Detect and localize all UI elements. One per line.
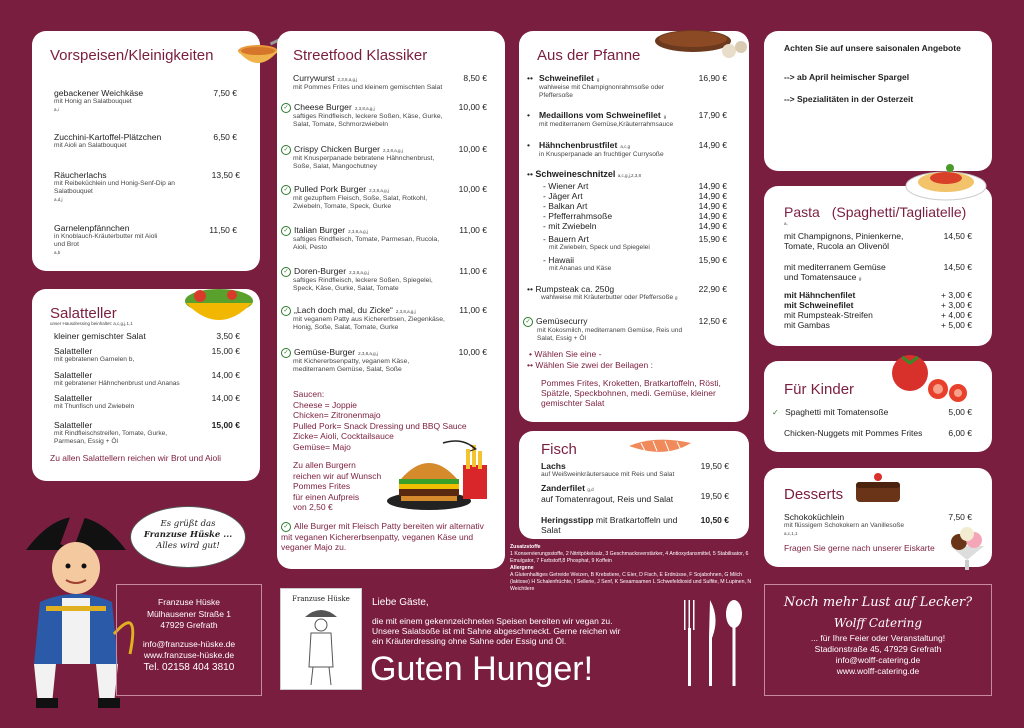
item-desc: mit Zwiebeln, Speck und Spiegelei (549, 244, 650, 251)
address-line: Mülhausener Straße 1 (146, 608, 232, 619)
item-price: 11,00 € (459, 305, 487, 315)
item-price: 10,00 € (458, 184, 487, 194)
item-price: 14,00 € (211, 370, 240, 380)
allergen-text: A Glutenhaltiges Getreide Weizen, B Krebstiere, C Eier, D Fisch, E Erdnüsse, F Sojabohnen, G Milch (laktose) H Schalenfrüchte, I Sellerie, J Senf, K Sesamsamen L Schwefeldioxid und Sulfite, M Lupinen, N Weichtiere (510, 572, 752, 592)
desserts-title: Desserts (784, 486, 844, 503)
list-item (281, 225, 451, 252)
pasta-extra-name: mit Rumpsteak-Streifen (784, 310, 873, 320)
item-name: - Jäger Art (543, 191, 583, 201)
eiskarte-note: Fragen Sie gerne nach unserer Eiskarte (784, 543, 935, 553)
wolff-line: ... für Ihre Feier oder Veranstaltung! (810, 633, 946, 643)
schnitzel-variant (543, 211, 683, 221)
item-name: Schweineschnitzel (535, 169, 616, 179)
item-name: Doren-Burger (294, 266, 347, 276)
logo-text: Franzuse Hüske (292, 595, 350, 603)
item-name: gebackener Weichkäse (54, 88, 144, 98)
item-desc: mit gebratenen Garnelen b, (54, 356, 135, 363)
item-price: 14,90 € (698, 221, 727, 231)
item-name: Zanderfilet (541, 483, 585, 493)
item-desc: mit Bratkartoffeln und Salat (541, 515, 678, 535)
item-code: g (663, 114, 667, 119)
item-name: - Pfefferrahmsoße (543, 211, 613, 221)
guest-text: die mit einem gekennzeichneten Speisen bereiten wir vegan zu. Unsere Salatsoße ist mit Sahne abgeschmeckt. Gerne reichen wir ein Kräuterdressing ohne Sahne oder Essig und Öl. (372, 616, 621, 646)
pasta-extra-price: + 3,00 € (941, 300, 972, 310)
saison-line: --> Spezialitäten in der Osterzeit (784, 94, 914, 104)
wolff-line: Stadionstraße 45, 47929 Grefrath (814, 644, 942, 654)
item-price: 15,90 € (698, 255, 727, 265)
saucen-title: Saucen: (293, 389, 325, 399)
pasta-title-row (784, 204, 966, 220)
vorspeisen-title: Vorspeisen/Kleinigkeiten (50, 47, 214, 64)
item-name: Salatteller (54, 393, 93, 403)
item-desc: mit Reibeküchlein und Honig-Senf-Dip an Salatbouquet (54, 180, 175, 195)
vegan-icon: ✓ (523, 317, 533, 327)
item-price: 7,50 € (948, 512, 972, 522)
item-name: Gemüse-Burger (294, 347, 356, 357)
item-desc: saftiges Rindfleisch, Tomate, Parmesan, Rucola, Aioli, Pesto (293, 236, 440, 251)
item-desc: mit Thunfisch und Zwiebeln (54, 403, 135, 410)
desserts-card (764, 468, 992, 567)
item-name: Lachs (541, 461, 566, 471)
item-desc: mit flüssigem Schokokern an Vanillesoße (784, 522, 905, 529)
item-price: 14,90 € (698, 191, 727, 201)
item-code: g (858, 276, 862, 281)
wolff-slogan: Noch mehr Lust auf Lecker? (783, 595, 973, 610)
item-name: Salatteller (54, 346, 93, 356)
item-desc: mit Pommes Frites und kleinem gemischten Salat (293, 84, 443, 91)
pommes-note (293, 460, 381, 513)
salmon-icon (625, 435, 695, 457)
item-price: 14,50 € (943, 262, 972, 272)
pfanne-title: Aus der Pfanne (537, 47, 641, 64)
item-desc: saftiges Rindfleisch, leckere Soßen, Spiegelei, Speck, Käse, Gurke, Salat, Tomate (293, 277, 433, 292)
item-price: 10,00 € (458, 144, 487, 154)
item-desc: wahlweise mit Champignonrahmsoße oder Pfeffersoße (539, 84, 664, 99)
schnitzel-variant (543, 221, 683, 231)
vegan-note-text: Alle Burger mit Fleisch Patty bereiten wir alternativ mit veganen Kichererbsenpatty, veganen Käse und veganer Majo zu. (281, 521, 484, 553)
item-desc: in Knoblauch-Kräuterbutter mit Aioli und Brot (54, 233, 158, 248)
item-price: 6,50 € (213, 132, 237, 142)
cutlery-icon (680, 598, 746, 688)
wolff-box (764, 584, 992, 696)
beilage-mark: • (527, 110, 530, 120)
check-icon: ✓ (772, 408, 779, 417)
item-desc: mit Knusperpanade bebratene Hähnchenbrust, Soße, Salat, Mangochutney (293, 155, 435, 170)
item-desc: mit mediterranem Gemüse,Kräuterrahmsauce (539, 121, 674, 128)
list-item (784, 428, 922, 438)
list-item (281, 305, 451, 332)
schnitzel-variant (543, 201, 683, 211)
pommes-line: für einen Aufpreis (293, 491, 360, 502)
item-code: 2,3,8,a,g,j (382, 148, 403, 153)
item-price: 11,00 € (459, 266, 487, 276)
item-desc: auf Weißweinkräutersauce mit Reis und Salat (541, 471, 675, 478)
vegan-icon: ✓ (281, 267, 291, 277)
item-name: Schokoküchlein (784, 512, 845, 522)
vegan-icon: ✓ (281, 348, 291, 358)
item-desc: mit veganem Patty aus Kichererbsen, Ziegenkäse, Honig, Soße, Salat, Tomate, Gurke (293, 316, 445, 331)
pasta-title: Pasta (784, 204, 820, 220)
item-price: 14,90 € (698, 140, 727, 150)
address-line: Franzuse Hüske (158, 597, 220, 607)
streetfood-title: Streetfood Klassiker (293, 47, 428, 64)
item-code: 2,3,8,a,g,j (358, 351, 378, 356)
guest-hello: Liebe Gäste, (372, 597, 429, 608)
pommes-line: Pommes Frites (293, 481, 351, 491)
item-price: 22,90 € (698, 284, 727, 294)
schnitzel-variant (543, 255, 683, 273)
list-item (281, 102, 451, 129)
saison-title: Achten Sie auf unsere saisonalen Angebote (784, 43, 961, 53)
item-price: 15,90 € (698, 234, 727, 244)
vegan-icon: ✓ (281, 522, 291, 532)
item-name: Currywurst (293, 73, 335, 83)
item-code: a,c,1,1 (784, 531, 798, 536)
item-desc: mit Kichererbsenpatty, veganem Käse, mediterranem Gemüse, Salat, Soße (293, 358, 410, 373)
beilage-mark: •• (527, 73, 533, 83)
beilage-line-1: • Wählen Sie eine - (529, 349, 602, 359)
item-price: 5,00 € (948, 407, 972, 417)
salat-item-name: kleiner gemischter Salat (54, 331, 146, 341)
zusatz-title: Zusatzstoffe (510, 544, 541, 550)
allergen-title: Allergene (510, 565, 534, 571)
list-item (281, 144, 451, 171)
vegan-icon: ✓ (281, 145, 291, 155)
item-price: 19,50 € (700, 461, 729, 471)
item-name: - Wiener Art (543, 181, 589, 191)
list-item (523, 316, 693, 343)
item-code: 2,3,8,a,g,j (369, 188, 389, 193)
item-price: 10,00 € (458, 102, 487, 112)
item-price: 15,00 € (211, 346, 240, 356)
tomato-icon (882, 351, 982, 403)
speech-line: Alles wird gut! (156, 541, 220, 551)
zusatz-block (510, 544, 760, 593)
pfanne-card (519, 31, 749, 422)
vorspeisen-card (32, 31, 260, 271)
item-code: g,d (587, 487, 594, 492)
list-item (281, 266, 451, 293)
streetfood-card (277, 31, 505, 569)
pasta-extra-price: + 4,00 € (941, 310, 972, 320)
list-item (281, 73, 451, 92)
item-desc: mit Kokosmilch, mediterranem Gemüse, Reis und Salat, Essig + Öl (537, 326, 683, 342)
list-item (784, 231, 914, 251)
item-code: a,i (54, 107, 59, 112)
phone-number[interactable]: Tel. 02158 404 3810 (143, 661, 235, 673)
item-code: 2,3,8,a,g,j (348, 229, 368, 234)
item-name: Pulled Pork Burger (294, 184, 367, 194)
guest-logo (280, 588, 362, 690)
beilagen-list: Pommes Frites, Kroketten, Bratkartoffeln, Rösti, Spätzle, Speckbohnen, medi. Gemüse, kleiner gemischter Salat (541, 378, 721, 408)
item-code: a,c,g (620, 144, 631, 149)
item-price: 7,50 € (213, 88, 237, 98)
schnitzel-title (527, 169, 641, 180)
salat-item-price: 3,50 € (216, 331, 240, 341)
item-name: Medaillons vom Schweinefilet (539, 110, 661, 120)
item-desc: mit Honig an Salatbouquet (54, 98, 132, 105)
beilage-mark: •• (527, 284, 533, 294)
item-name: Gemüsecurry (536, 316, 588, 326)
list-item (54, 346, 194, 364)
item-desc: auf Tomatenragout, Reis und Salat (541, 494, 674, 504)
item-name: Cheese Burger (294, 102, 352, 112)
item-price: 14,50 € (943, 231, 972, 241)
item-code: a,b (54, 250, 61, 255)
item-name: Heringsstipp (541, 515, 594, 525)
saison-card (764, 31, 992, 171)
item-name: - mit Zwiebeln (543, 221, 597, 231)
item-desc: mit gezupftem Fleisch, Soße, Salat, Rotkohl, Zwiebeln, Tomate, Speck, Gurke (293, 195, 428, 210)
salad-bowl-icon (182, 281, 256, 327)
pasta-extra-name: mit Schweinefilet (784, 300, 854, 310)
fisch-card (519, 431, 749, 539)
sauce-line: Chicken= Zitronenmajo (293, 410, 381, 420)
item-desc: mit Ananas und Käse (549, 265, 612, 272)
list-item (54, 170, 184, 204)
item-code: 2,3,8,a,g,j (395, 309, 416, 314)
item-price: 14,90 € (698, 201, 727, 211)
item-name: Rumpsteak ca. 250g (535, 284, 615, 294)
vegan-icon: ✓ (281, 306, 291, 316)
salat-footer: Zu allen Salattellern reichen wir Brot und Aioli (50, 453, 222, 463)
item-name: mit Champignons, Pinienkerne, Tomate, Rucola an Olivenöl (784, 231, 904, 251)
item-desc: in Knusperpanade an fruchtiger Currysoße (539, 151, 664, 158)
beilage-mark: • (527, 140, 530, 150)
item-code: 2,3,8,a,g,j (349, 270, 369, 275)
pommes-line: reichen wir auf Wunsch (293, 470, 382, 481)
item-name: Schweinefilet (539, 73, 594, 83)
list-item (54, 420, 194, 446)
item-price: 19,50 € (700, 491, 729, 501)
list-item (54, 393, 194, 411)
beilage-mark: •• (527, 169, 533, 179)
item-name: Garnelenpfännchen (54, 223, 130, 233)
schnitzel-variant (543, 191, 683, 201)
pasta-extra-price: + 3,00 € (941, 290, 972, 300)
item-name: Räucherlachs (54, 170, 107, 180)
sauce-line: Cheese = Joppie (293, 399, 358, 410)
item-desc: mit Aioli an Salatbouquet (54, 142, 127, 149)
item-desc: mit gebratener Hähnchenbrust und Ananas (54, 380, 180, 387)
address-line: 47929 Grefrath (160, 620, 218, 630)
cake-icon (850, 468, 906, 506)
item-name: - Bauern Art (543, 234, 589, 244)
item-name: - Balkan Art (543, 201, 588, 211)
list-item (54, 223, 164, 257)
item-code: g (675, 295, 678, 300)
item-price: 11,50 € (209, 225, 237, 235)
item-name: mit mediterranem Gemüse und Tomatensauce (784, 262, 886, 282)
wolff-email-link[interactable]: info@wolff-catering.de (835, 655, 921, 665)
item-name: Spaghetti mit Tomatensoße (785, 407, 889, 417)
speech-line: Franzuse Hüske ... (143, 530, 233, 540)
fisch-title: Fisch (541, 441, 577, 458)
item-price: 10,50 € (700, 515, 729, 525)
vegan-note (281, 521, 493, 553)
sauce-line: Gemüse= Majo (293, 441, 351, 452)
zusatz-text: 1 Konservierungsstoffe, 2 Nitritpökelsalz, 3 Geschmacksverstärker, 4 Antioxydansmittel, 5 Stabilisator, 6 Emulgator, 7 Farbstoff,8 Phosphat, 9 Koffein (510, 551, 749, 564)
speech-bubble (130, 506, 246, 568)
vegan-icon: ✓ (281, 103, 291, 113)
wolff-website-link[interactable]: www.wolff-catering.de (836, 666, 920, 676)
item-name: Salatteller (54, 420, 93, 430)
spaghetti-icon (904, 154, 988, 202)
saison-line: --> ab April heimischer Spargel (784, 72, 910, 82)
item-name: Hähnchenbrustfilet (539, 140, 618, 150)
item-name: - Hawaii (543, 255, 575, 265)
list-item (281, 184, 451, 211)
item-price: 6,00 € (948, 428, 972, 438)
pasta-extra-name: mit Hähnchenfilet (784, 290, 856, 300)
item-price: 11,00 € (459, 225, 487, 235)
schnitzel-variant (543, 181, 683, 191)
item-name: Crispy Chicken Burger (294, 144, 380, 154)
pommes-line: von 2,50 € (293, 502, 333, 512)
pasta-extra-price: + 5,00 € (941, 320, 972, 330)
item-price: 13,50 € (211, 170, 240, 180)
item-code: 2,3,8,a,g,j (354, 106, 375, 111)
address-box (116, 584, 262, 696)
item-price: 12,50 € (698, 316, 727, 326)
item-name: Salatteller (54, 370, 93, 380)
item-code: a,c,g,j,2,3,8 (617, 173, 641, 178)
wolff-brand: Wolff Catering (833, 616, 923, 630)
website-link[interactable]: www.franzuse-hüske.de (143, 650, 235, 660)
list-item (281, 347, 451, 374)
item-price: 10,00 € (458, 347, 487, 357)
vegan-icon: ✓ (281, 226, 291, 236)
pommes-line: Zu allen Burgern (293, 460, 356, 470)
item-price: 14,00 € (211, 393, 240, 403)
sauce-line: Zicke= Aioli, Cocktailsauce (293, 431, 394, 441)
item-price: 8,50 € (463, 73, 487, 83)
guten-hunger: Guten Hunger! (370, 650, 594, 688)
item-desc: wahlweise mit Kräuterbutter oder Pfeffersoße (541, 294, 674, 301)
item-desc: saftiges Rindfleisch, leckere Soßen, Käse, Gurke, Salat, Tomate, Schmorzwiebeln (293, 113, 443, 128)
item-price: 14,90 € (698, 181, 727, 191)
burger-fries-icon (383, 435, 501, 515)
vegan-icon: ✓ (281, 185, 291, 195)
salatteller-subtitle: unser Hausdressing beinhaltet: a,c,g,j,1,1 (50, 321, 133, 326)
pasta-card (764, 186, 992, 346)
item-name: Chicken-Nuggets mit Pommes Frites (784, 428, 923, 438)
item-price: 14,90 € (698, 211, 727, 221)
item-code: 2,3,8,a,g,j (337, 77, 358, 82)
list-item (784, 262, 899, 283)
pasta-subtitle: (Spaghetti/Tagliatelle) (831, 204, 967, 220)
item-name: „Lach doch mal, du Zicke“ (294, 305, 393, 315)
schnitzel-variant (543, 234, 683, 252)
list-item (772, 407, 888, 417)
beilage-line-2: •• Wählen Sie zwei der Beilagen : (527, 360, 653, 370)
item-name: Zucchini-Kartoffel-Plätzchen (54, 132, 162, 142)
pasta-code: a, (784, 221, 788, 226)
speech-line: Es grüßt das (160, 519, 216, 529)
pasta-extra-name: mit Gambas (784, 320, 830, 330)
item-desc: mit Rindfleischstreifen, Tomate, Gurke, Parmesan, Essig + Öl (54, 430, 168, 445)
sauce-line: Pulled Pork= Snack Dressing und BBQ Sauce (293, 420, 467, 431)
kinder-title: Für Kinder (784, 381, 855, 398)
salatteller-title: Salatteller (50, 305, 117, 322)
salatteller-card (32, 289, 260, 481)
item-code: g (596, 77, 600, 82)
list-item (541, 515, 681, 535)
steak-icon (651, 25, 751, 65)
item-name: Italian Burger (294, 225, 346, 235)
item-price: 15,00 € (211, 420, 240, 430)
kinder-card (764, 361, 992, 452)
item-price: 17,90 € (698, 110, 727, 120)
email-link[interactable]: info@franzuse-hüske.de (142, 638, 236, 649)
napoleon-sketch-icon (281, 607, 361, 687)
item-price: 16,90 € (698, 73, 727, 83)
item-code: a,d,j (54, 197, 63, 202)
